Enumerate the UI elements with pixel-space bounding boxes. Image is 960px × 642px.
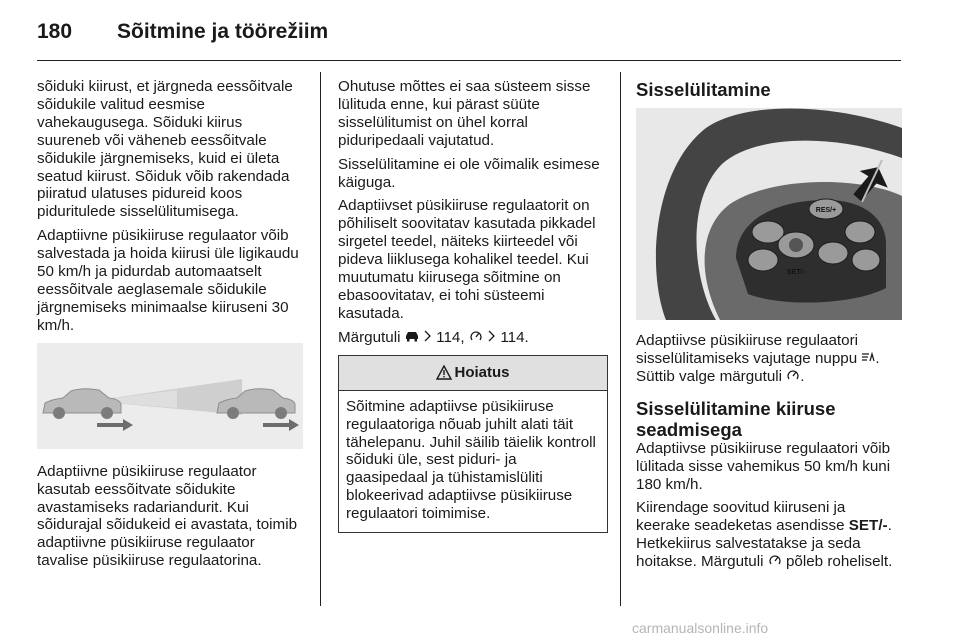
- radar-illustration: [37, 343, 303, 449]
- car-icon: [405, 330, 419, 342]
- paragraph-first-gear: Sisselülitamine ei ole võimalik esimese käiguga.: [338, 155, 600, 191]
- paragraph-speed-window: Adaptiivse püsikiiruse regulaatori võib lülitada sisse vahemikus 50 km/h kuni 180 km/h.: [636, 439, 891, 493]
- warning-title: Hoiatus: [454, 363, 510, 381]
- cruise-control-icon: [469, 330, 483, 342]
- reference-page-1[interactable]: 114: [436, 328, 461, 346]
- cruise-control-icon: [786, 369, 800, 381]
- set-minus-term: SET/-: [848, 517, 888, 535]
- column-divider-left: [320, 72, 321, 606]
- cruise-control-icon: [768, 554, 782, 566]
- column-2: [338, 78, 608, 533]
- warning-text: Sõitmine adaptiivse püsikiiruse regulaatoriga nõuab juhilt alati täit tähelepanu. Juhil säilib täielik kontroll sõiduki üle, sest piduri- ja gaasipedaal ja tühistamislüliti blokeerivad adaptiivse püsikiiruse regulaatori toimimise.: [346, 397, 596, 523]
- page-title: Sõitmine ja töörežiim: [117, 20, 329, 43]
- section-heading-speed-set: Sisselülitamine kiiruse seadmisega: [636, 397, 836, 440]
- page-reference-icon: [487, 330, 496, 342]
- paragraph-activate: Adaptiivse püsikiiruse regulaatori sisselülitamiseks vajutage nuppu . Süttib valge märgutuli .: [636, 332, 880, 385]
- column-1: [37, 78, 309, 576]
- paragraph-indicator-ref: Märgutuli 114, 114.: [338, 328, 529, 346]
- watermark-text[interactable]: carmanualsonline.info: [632, 620, 769, 636]
- wheel-res-label: RES/+: [815, 207, 837, 214]
- warning-triangle-icon: [436, 365, 452, 380]
- acc-button-icon: [861, 351, 875, 363]
- warning-box: [338, 355, 608, 533]
- paragraph-radar: Adaptiivne püsikiiruse regulaator kasutab eessõitvate sõidukite avastamiseks radariandurit. Kui sõidurajal sõidukeid ei avastata, toimib adaptiivne püsikiiruse regulaator tavalise püsikiiruse regulaatorina.: [37, 462, 298, 570]
- wheel-set-label: SET/-: [787, 269, 805, 276]
- paragraph-safety: Ohutuse mõttes ei saa süsteem sisse lülituda enne, kui pärast süüte sisselülitumist on ühel korral piduripedaali vajutatud.: [338, 78, 591, 149]
- warning-header: [339, 356, 607, 391]
- paragraph-speed-range: Adaptiivne püsikiiruse regulaator võib salvestada ja hoida kiirusi üle ligikaudu 50 km/h ja pidurdab automaatselt eessõitvale aeglasemale sõidukile järgnemiseks minimaalse kiiruseni 30 km/h.: [37, 227, 299, 334]
- page-reference-icon: [423, 330, 432, 342]
- header-divider: [37, 60, 901, 61]
- paragraph-set-speed: Kiirendage soovitud kiiruseni ja keerake seadeketas asendisse SET/-. Hetkekiirus salvestatakse ja seda hoitakse. Märgutuli põleb roheliselt.: [636, 499, 893, 571]
- section-heading-activation: Sisselülitamine: [636, 79, 771, 100]
- paragraph-usage: Adaptiivset püsikiiruse regulaatorit on põhiliselt soovitatav kasutada pikkadel sirgetel teedel, näiteks kiirteedel või pideva liiklusega kohalikel teedel. Kui muutumatu kiirusega sõitmine on ebasoovitatav, ei tohi süsteemi kasutada.: [338, 197, 596, 322]
- column-divider-right: [620, 72, 621, 606]
- reference-page-2[interactable]: 114.: [500, 328, 529, 346]
- paragraph-intro: sõiduki kiirust, et järgneda eessõitvale sõidukile valitud eesmise vahekaugusega. Sõiduki kiirus suureneb või väheneb eessõitvale sõidukile järgnemiseks, kuid ei ületa seatud kiirust. Sõiduk võib rakendada piiratud ulatuses pidureid koos piduritulede sisselülitumisega.: [37, 78, 293, 221]
- steering-wheel-illustration: [636, 108, 902, 320]
- page-number: 180: [37, 20, 73, 43]
- column-3: [636, 78, 902, 577]
